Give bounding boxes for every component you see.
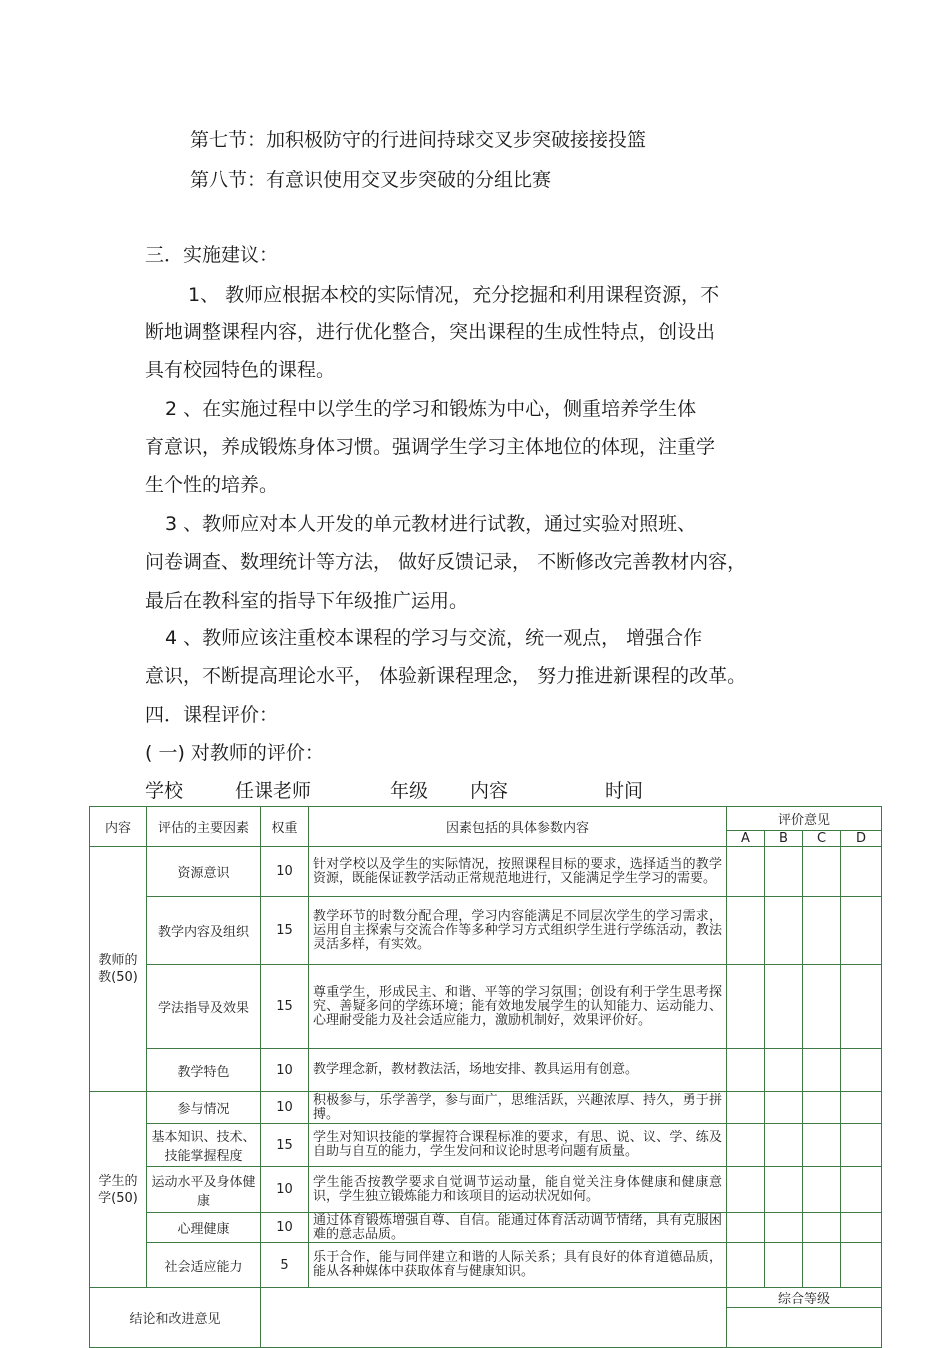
table-row bbox=[90, 1124, 882, 1167]
grade-cell[interactable] bbox=[841, 1049, 882, 1092]
field-teacher: 任课老师 bbox=[235, 780, 312, 802]
item1-line1: 1、 教师应根据本校的实际情况，充分挖掘和利用课程资源，不 bbox=[188, 284, 720, 306]
weight-cell: 15 bbox=[261, 965, 309, 1049]
factor-cell: 基本知识、技术、技能掌握程度 bbox=[147, 1124, 261, 1167]
evaluation-table bbox=[89, 806, 882, 1348]
table-row bbox=[90, 1092, 882, 1124]
grade-cell[interactable] bbox=[841, 847, 882, 897]
desc-cell: 尊重学生，形成民主、和谐、平等的学习氛围；创设有利于学生思考探究、善疑多问的学练环境；能有效地发展学生的认知能力、运动能力、心理耐受能力及社会适应能力，激励机制好，效果评价好。 bbox=[309, 965, 727, 1049]
item3-line1: 3 、教师应对本人开发的单元教材进行试教，通过实验对照班、 bbox=[165, 513, 697, 535]
grade-cell[interactable] bbox=[765, 1167, 803, 1213]
header-params: 因素包括的具体参数内容 bbox=[309, 807, 727, 847]
header-weight: 权重 bbox=[261, 807, 309, 847]
grade-cell[interactable] bbox=[727, 1049, 765, 1092]
grade-cell[interactable] bbox=[765, 1124, 803, 1167]
item1-line3: 具有校园特色的课程。 bbox=[145, 359, 336, 381]
grade-cell[interactable] bbox=[841, 897, 882, 965]
grade-cell[interactable] bbox=[803, 1092, 841, 1124]
weight-cell: 15 bbox=[261, 1124, 309, 1167]
grade-c: C bbox=[803, 831, 841, 847]
grade-cell[interactable] bbox=[765, 1213, 803, 1243]
header-opinion: 评价意见 bbox=[727, 807, 882, 831]
field-time: 时间 bbox=[605, 780, 644, 802]
item3-line3: 最后在教科室的指导下年级推广运用。 bbox=[145, 590, 469, 612]
grade-cell[interactable] bbox=[727, 1213, 765, 1243]
grade-cell[interactable] bbox=[727, 1167, 765, 1213]
factor-cell: 社会适应能力 bbox=[147, 1243, 261, 1288]
grade-cell[interactable] bbox=[765, 1049, 803, 1092]
grade-cell[interactable] bbox=[727, 897, 765, 965]
item3-line2: 问卷调查、数理统计等方法， 做好反馈记录， 不断修改完善教材内容， bbox=[145, 551, 747, 573]
grade-d: D bbox=[841, 831, 882, 847]
table-row bbox=[90, 847, 882, 897]
desc-cell: 学生能否按教学要求自觉调节运动量，能自觉关注身体健康和健康意识，学生独立锻炼能力和该项目的运动状况如何。 bbox=[309, 1167, 727, 1213]
grade-cell[interactable] bbox=[765, 1243, 803, 1288]
section-8: 第八节：有意识使用交叉步突破的分组比赛 bbox=[190, 169, 552, 191]
grade-b: B bbox=[765, 831, 803, 847]
weight-cell: 10 bbox=[261, 1092, 309, 1124]
grade-cell[interactable] bbox=[841, 1124, 882, 1167]
grade-cell[interactable] bbox=[803, 847, 841, 897]
grade-cell[interactable] bbox=[803, 897, 841, 965]
weight-cell: 10 bbox=[261, 847, 309, 897]
grade-cell[interactable] bbox=[727, 965, 765, 1049]
grade-cell[interactable] bbox=[803, 965, 841, 1049]
item2-line1: 2 、在实施过程中以学生的学习和锻炼为中心，侧重培养学生体 bbox=[165, 398, 697, 420]
header-content: 内容 bbox=[90, 807, 147, 847]
table-row bbox=[90, 1049, 882, 1092]
grade-cell[interactable] bbox=[803, 1049, 841, 1092]
conclusion-label: 结论和改进意见 bbox=[90, 1288, 261, 1348]
grade-cell[interactable] bbox=[841, 1167, 882, 1213]
factor-cell: 学法指导及效果 bbox=[147, 965, 261, 1049]
grade-cell[interactable] bbox=[727, 1243, 765, 1288]
header-factor: 评估的主要因素 bbox=[147, 807, 261, 847]
weight-cell: 10 bbox=[261, 1213, 309, 1243]
grade-cell[interactable] bbox=[841, 1092, 882, 1124]
factor-cell: 教学特色 bbox=[147, 1049, 261, 1092]
grade-cell[interactable] bbox=[841, 965, 882, 1049]
grade-cell[interactable] bbox=[727, 1124, 765, 1167]
weight-cell: 10 bbox=[261, 1049, 309, 1092]
group-student: 学生的学(50) bbox=[90, 1092, 147, 1288]
factor-cell: 心理健康 bbox=[147, 1213, 261, 1243]
grade-cell[interactable] bbox=[765, 847, 803, 897]
section-7: 第七节：加积极防守的行进间持球交叉步突破接接投篮 bbox=[190, 129, 647, 151]
heading-implementation: 三．实施建议： bbox=[145, 244, 279, 266]
weight-cell: 15 bbox=[261, 897, 309, 965]
factor-cell: 参与情况 bbox=[147, 1092, 261, 1124]
grade-cell[interactable] bbox=[803, 1243, 841, 1288]
grade-cell[interactable] bbox=[765, 897, 803, 965]
table-row bbox=[90, 1167, 882, 1213]
factor-cell: 资源意识 bbox=[147, 847, 261, 897]
header-row bbox=[90, 807, 882, 831]
desc-cell: 教学理念新，教材教法活，场地安排、教具运用有创意。 bbox=[309, 1049, 727, 1092]
grade-cell[interactable] bbox=[727, 847, 765, 897]
grade-cell[interactable] bbox=[841, 1213, 882, 1243]
grade-cell[interactable] bbox=[803, 1124, 841, 1167]
table-row bbox=[90, 1213, 882, 1243]
table-row bbox=[90, 1243, 882, 1288]
weight-cell: 10 bbox=[261, 1167, 309, 1213]
grade-cell[interactable] bbox=[803, 1213, 841, 1243]
item4-line1: 4 、教师应该注重校本课程的学习与交流，统一观点， 增强合作 bbox=[165, 627, 703, 649]
item2-line2: 育意识，养成锻炼身体习惯。强调学生学习主体地位的体现，注重学 bbox=[145, 436, 716, 458]
desc-cell: 教学环节的时数分配合理，学习内容能满足不同层次学生的学习需求，运用自主探索与交流合作等多种学习方式组织学生进行学练活动，教法灵活多样，有实效。 bbox=[309, 897, 727, 965]
heading-evaluation: 四．课程评价： bbox=[145, 704, 279, 726]
table-row bbox=[90, 965, 882, 1049]
grade-a: A bbox=[727, 831, 765, 847]
item2-line3: 生个性的培养。 bbox=[145, 474, 279, 496]
desc-cell: 乐于合作，能与同伴建立和谐的人际关系；具有良好的体育道德品质，能从各种媒体中获取体育与健康知识。 bbox=[309, 1243, 727, 1288]
sub-teacher-evaluation: ( 一) 对教师的评价： bbox=[145, 742, 324, 764]
desc-cell: 学生对知识技能的掌握符合课程标准的要求，有思、说、议、学、练及自助与自互的能力，学生发问和议论时思考问题有质量。 bbox=[309, 1124, 727, 1167]
desc-cell: 针对学校以及学生的实际情况，按照课程目标的要求，选择适当的教学资源，既能保证教学活动正常规范地进行，又能满足学生学习的需要。 bbox=[309, 847, 727, 897]
desc-cell: 积极参与，乐学善学，参与面广，思维活跃，兴趣浓厚、持久，勇于拼搏。 bbox=[309, 1092, 727, 1124]
field-grade: 年级 bbox=[390, 780, 429, 802]
factor-cell: 教学内容及组织 bbox=[147, 897, 261, 965]
grade-cell[interactable] bbox=[765, 1092, 803, 1124]
weight-cell: 5 bbox=[261, 1243, 309, 1288]
field-content: 内容 bbox=[470, 780, 509, 802]
conclusion-input[interactable] bbox=[261, 1288, 727, 1348]
overall-grade-label: 综合等级 bbox=[727, 1288, 882, 1308]
grade-cell[interactable] bbox=[765, 965, 803, 1049]
grade-cell[interactable] bbox=[841, 1243, 882, 1288]
group-teacher: 教师的教(50) bbox=[90, 847, 147, 1092]
grade-cell[interactable] bbox=[803, 1167, 841, 1213]
conclusion-row bbox=[90, 1288, 882, 1308]
factor-cell: 运动水平及身体健康 bbox=[147, 1167, 261, 1213]
field-school: 学校 bbox=[145, 780, 184, 802]
item4-line2: 意识，不断提高理论水平， 体验新课程理念， 努力推进新课程的改革。 bbox=[145, 665, 747, 687]
desc-cell: 通过体育锻炼增强自尊、自信。能通过体育活动调节情绪，具有克服困难的意志品质。 bbox=[309, 1213, 727, 1243]
overall-grade-input[interactable] bbox=[727, 1308, 882, 1348]
item1-line2: 断地调整课程内容，进行优化整合，突出课程的生成性特点，创设出 bbox=[145, 321, 716, 343]
table-row bbox=[90, 897, 882, 965]
grade-cell[interactable] bbox=[727, 1092, 765, 1124]
